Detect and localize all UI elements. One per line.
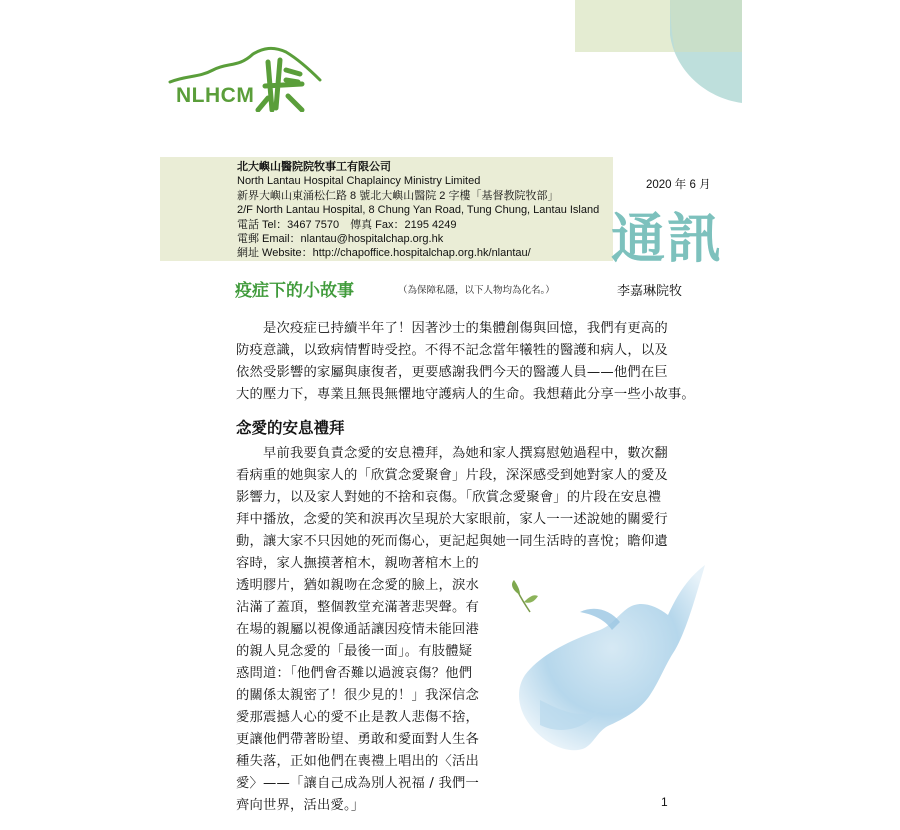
email: 電郵 Email：nlantau@hospitalchap.org.hk [237,233,444,246]
paragraph-line: 更讓他們帶著盼望、勇敢和愛面對人生各 [236,732,479,747]
newsletter-title: 通訊 [611,207,723,270]
page-number: 1 [661,795,668,809]
issue-date: 2020 年 6 月 [646,179,711,191]
paragraph-line: 齊向世界，活出愛。」 [236,798,365,813]
paragraph-line: 沾滿了蓋頂，整個教堂充滿著悲哭聲。有 [236,600,479,615]
paragraph-line: 惑問道：「他們會否難以過渡哀傷？他們 [236,666,473,681]
paragraph-line: 種失落，正如他們在喪禮上唱出的〈活出 [236,754,479,769]
paragraph-line: 是次疫症已持續半年了！因著沙士的集體創傷與回憶，我們有更高的 [236,321,668,336]
article-title: 疫症下的小故事 [235,281,354,301]
paragraph-line: 拜中播放，念愛的笑和淚再次呈現於大家眼前，家人一一述說她的關愛行 [236,512,668,527]
article-author: 李嘉琳院牧 [617,284,683,299]
address-en: 2/F North Lantau Hospital, 8 Chung Yan Road, Tung Chung, Lantau Island [237,204,600,217]
paragraph-line: 透明膠片，猶如親吻在念愛的臉上，淚水 [236,578,479,593]
logo-text: NLHCM [176,84,255,107]
paragraph-line: 動，讓大家不只因她的死而傷心，更記起與她一同生活時的喜悅；瞻仰遺 [236,534,668,549]
paragraph-line: 愛那震撼人心的愛不止是教人悲傷不捨， [236,710,479,725]
paragraph-line: 防疫意識，以致病情暫時受控。不得不記念當年犧牲的醫護和病人，以及 [236,343,668,358]
org-name-en: North Lantau Hospital Chaplaincy Ministry Limited [237,175,481,188]
paragraph-line: 的親人見念愛的「最後一面」。有肢體疑 [236,644,473,659]
paragraph-line: 看病重的她與家人的「欣賞念愛聚會」片段，深深感受到她對家人的愛及 [236,468,668,483]
logo [168,40,323,112]
body-paragraph [236,443,668,817]
paragraph-line: 早前我要負責念愛的安息禮拜，為她和家人撰寫慰勉過程中，數次翻 [236,446,668,461]
paragraph-line: 在場的親屬以視像通話讓因疫情未能回港 [236,622,479,637]
paragraph-line: 愛〉——「讓自己成為別人祝福 / 我們一 [236,776,479,791]
contact-info-box [160,157,613,261]
phone-fax: 電話 Tel：3467 7570 傳真 Fax：2195 4249 [237,218,457,231]
paragraph-line: 大的壓力下，專業且無畏無懼地守護病人的生命。我想藉此分享一些小故事。 [236,387,695,402]
paragraph-line: 影響力，以及家人對她的不捨和哀傷。「欣賞念愛聚會」的片段在安息禮 [236,490,662,505]
paragraph-line: 容時，家人撫摸著棺木，親吻著棺木上的 [236,556,479,571]
paragraph-line: 的關係太親密了！很少見的！」我深信念 [236,688,479,703]
section-heading: 念愛的安息禮拜 [236,418,345,437]
org-name-zh: 北大嶼山醫院院牧事工有限公司 [237,161,391,173]
corner-decoration [575,0,745,110]
website: 網址 Website：http://chapoffice.hospitalchap.org.hk/nlantau/ [237,247,531,260]
address-zh: 新界大嶼山東涌松仁路 8 號北大嶼山醫院 2 字樓「基督教院牧部」 [237,189,559,202]
paragraph-line: 依然受影響的家屬與康復者，更要感謝我們今天的醫護人員——他們在巨 [236,365,668,380]
intro-paragraph [236,318,695,406]
article-privacy-note: （為保障私隱，以下人物均為化名。） [398,285,555,296]
